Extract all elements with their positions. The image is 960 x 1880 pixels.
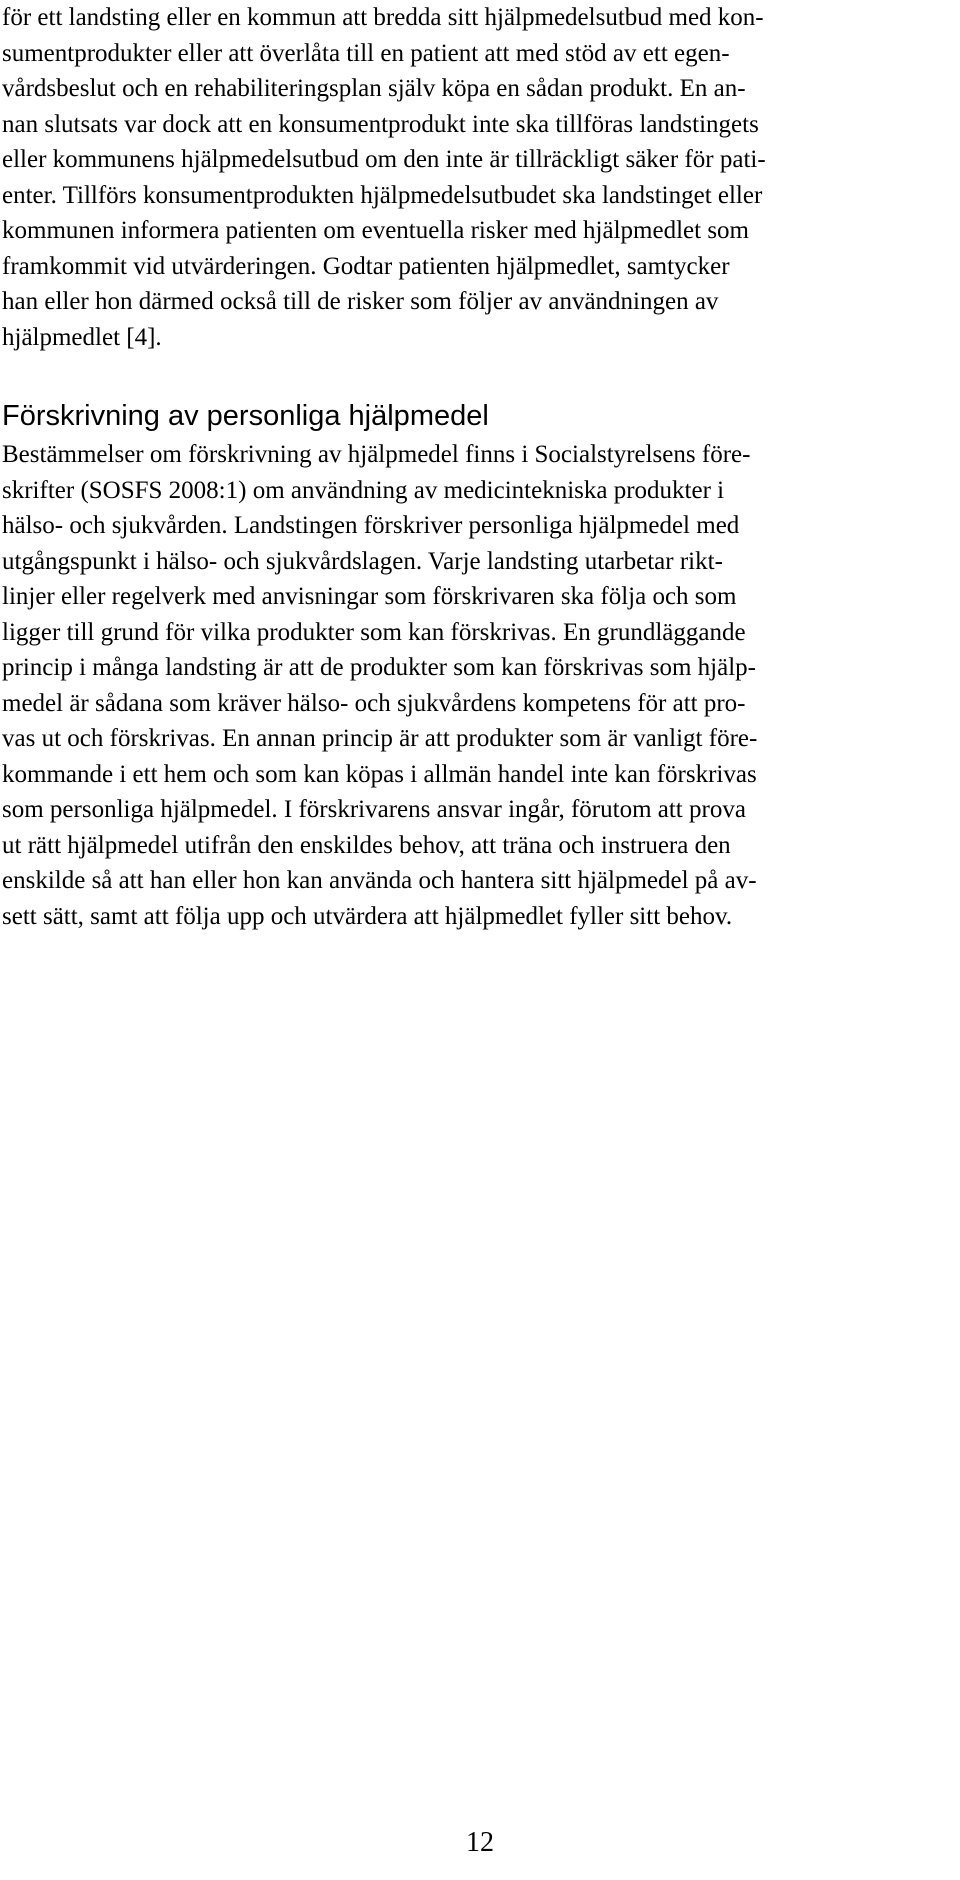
body-paragraph-2: Bestämmelser om förskrivning av hjälpmedel finns i Socialstyrelsens före- skrifter (SOSFS 2008:1) om användning av medicintekniska produkter i hälso- och sjukvården. Landstingen förskriver personliga hjälpmedel med utgångspunkt i hälso- och sjukvårdslagen. Varje landsting utarbetar rikt- linjer eller regelverk med anvisningar som förskrivaren ska följa och som ligger till grund för vilka produkter som kan förskrivas. En grundläggande princip i många landsting är att de produkter som kan förskrivas som hjälp- medel är sådana som kräver hälso- och sjukvårdens kompetens för att pro- vas ut och förskrivas. En annan princip är att produkter som är vanligt före- kommande i ett hem och som kan köpas i allmän handel inte kan förskrivas som personliga hjälpmedel. I förskrivarens ansvar ingår, förutom att prova ut rätt hjälpmedel utifrån den enskildes behov, att träna och instruera den enskilde så att han eller hon kan använda och hantera sitt hjälpmedel på av- sett sätt, samt att följa upp och utvärdera att hjälpmedlet fyller sitt behov. <box>2 441 758 930</box>
page-number: 12 <box>466 1827 494 1858</box>
body-paragraph-1: för ett landsting eller en kommun att bredda sitt hjälpmedelsutbud med kon- sumentprodukter eller att överlåta till en patient att med stöd av ett egen- vårdsbeslut och en rehabiliteringsplan själv köpa en sådan produkt. En an- nan slutsats var dock att en konsumentprodukt inte ska tillföras landstingets eller kommunens hjälpmedelsutbud om den inte är tillräckligt säker för pati- enter. Tillförs konsumentprodukten hjälpmedelsutbudet ska landstinget eller kommunen informera patienten om eventuella risker med hjälpmedlet som framkommit vid utvärderingen. Godtar patienten hjälpmedlet, samtycker han eller hon därmed också till de risker som följer av användningen av hjälpmedlet [4]. <box>2 4 766 351</box>
page-body <box>2 0 946 934</box>
section-heading: Förskrivning av personliga hjälpmedel <box>2 400 489 432</box>
